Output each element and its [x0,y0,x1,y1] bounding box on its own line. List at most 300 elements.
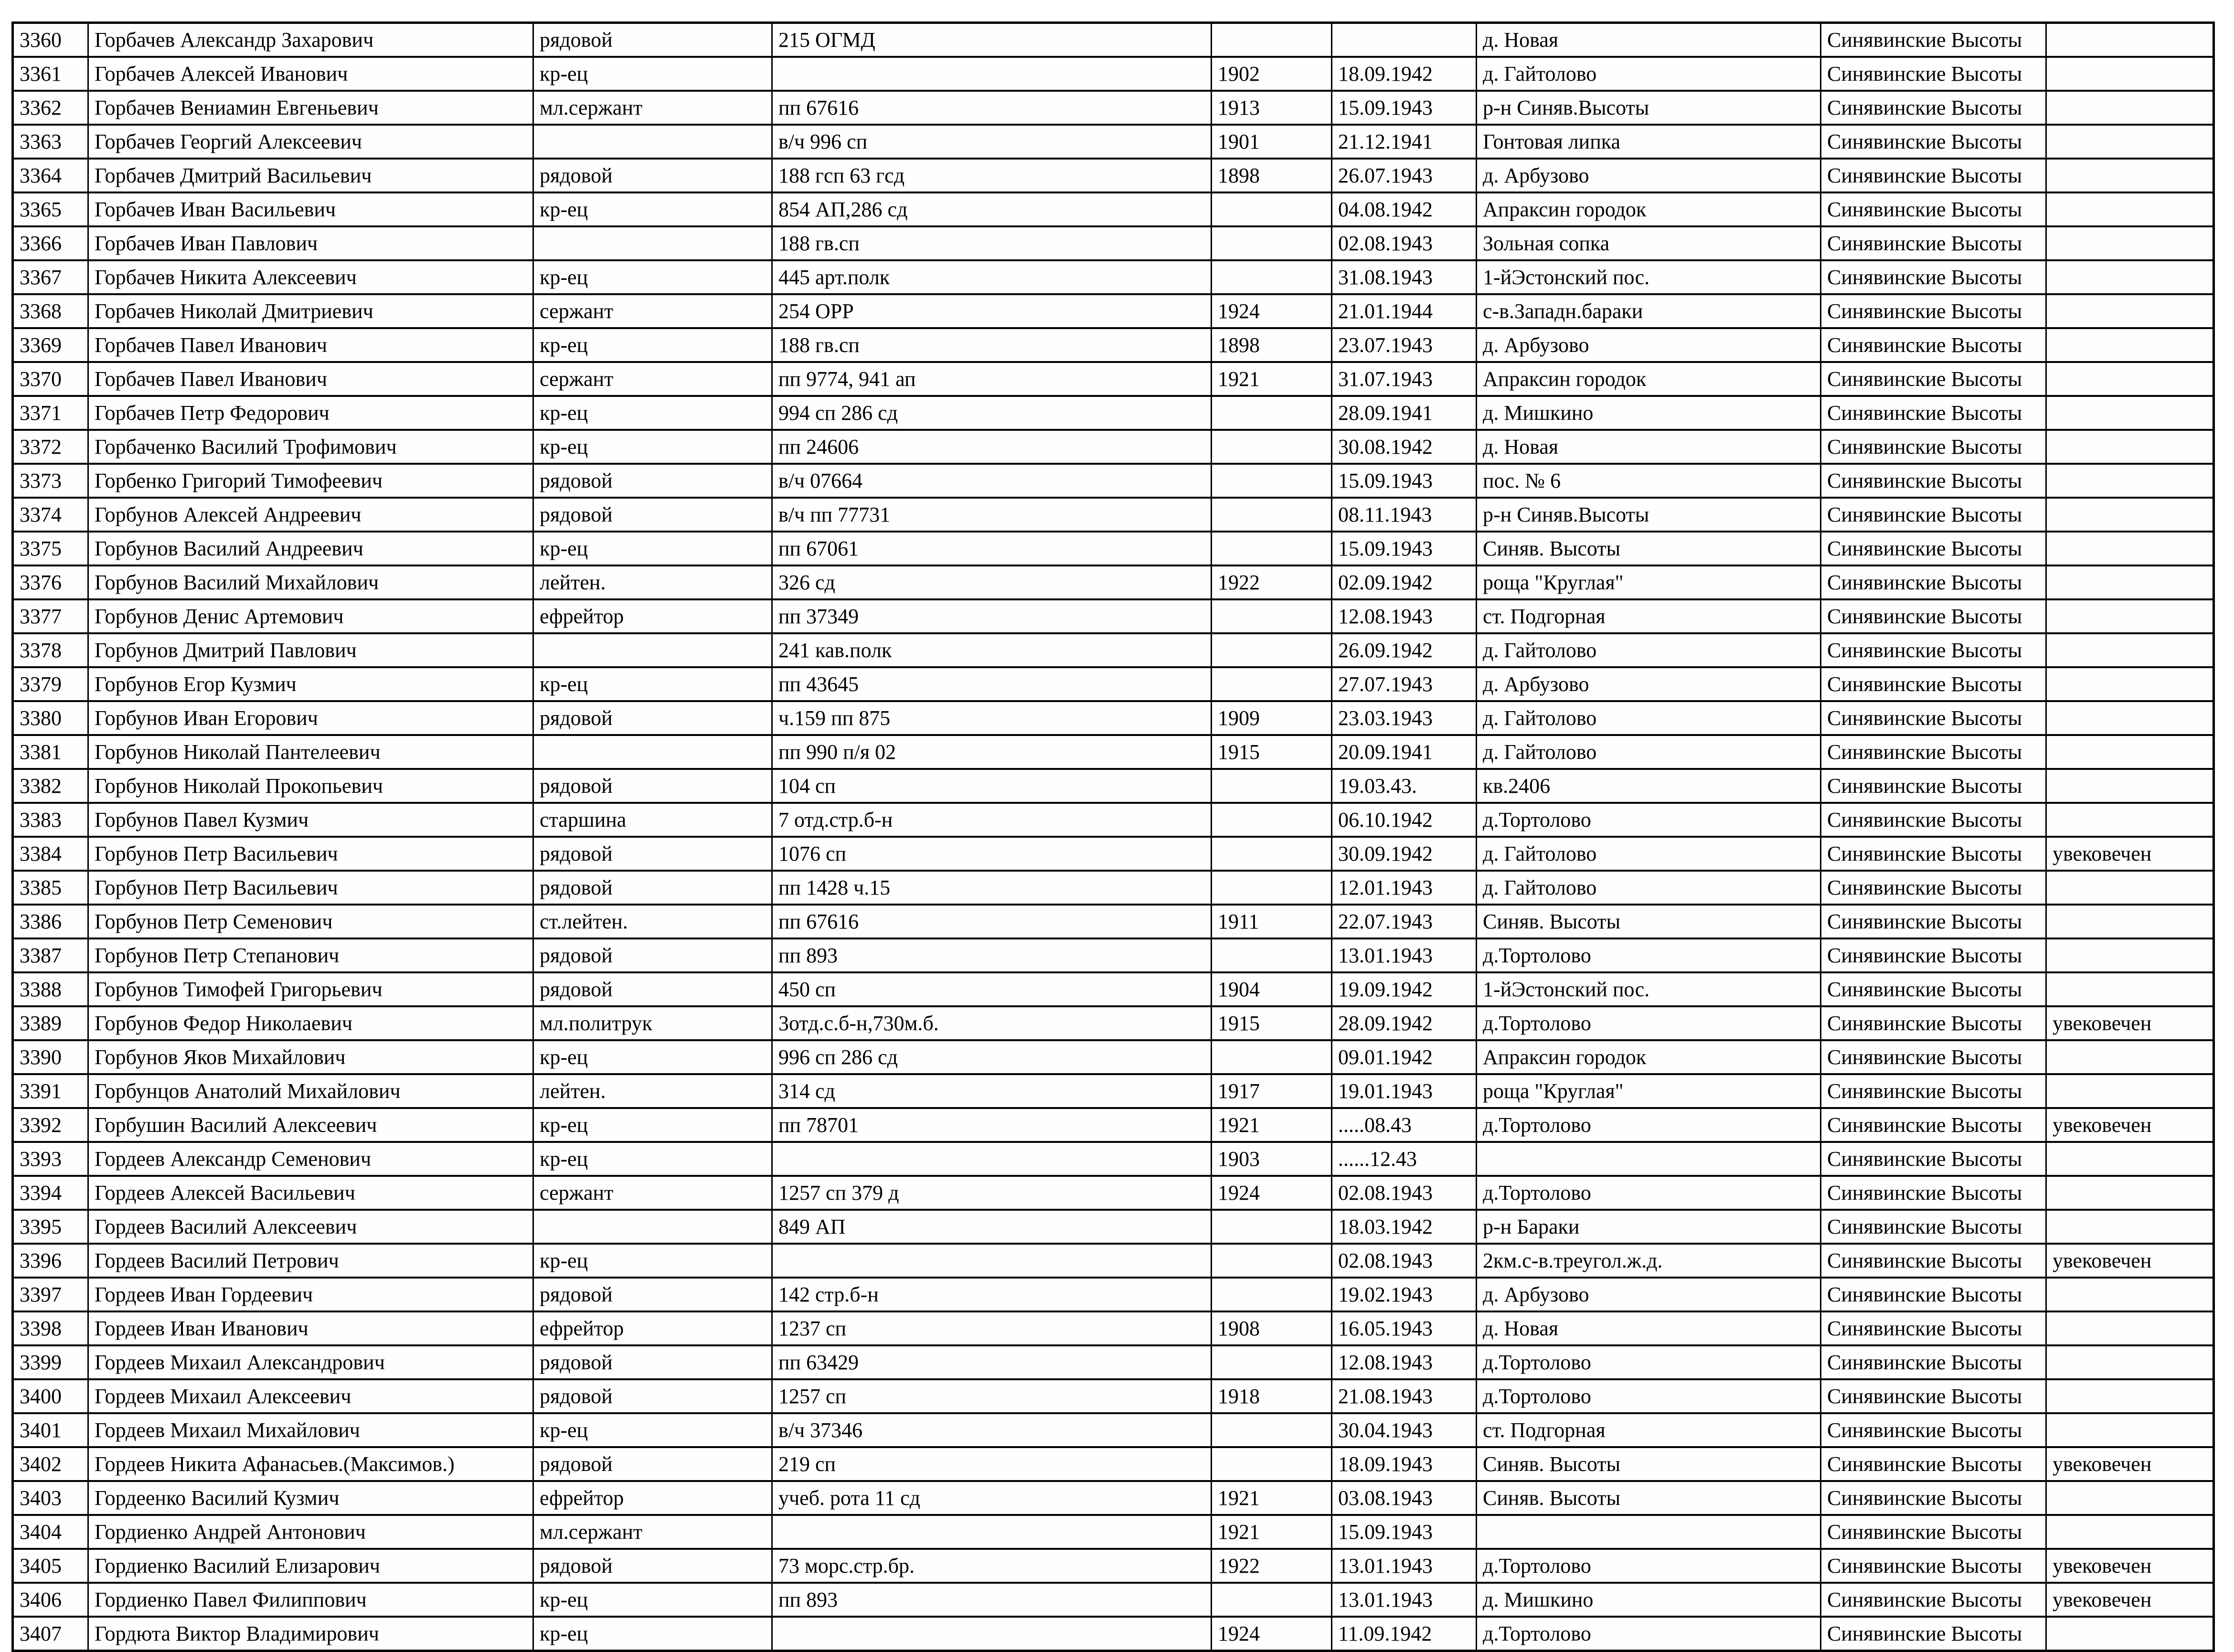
cell-note [2046,226,2214,260]
cell-death_date: 12.08.1943 [1332,599,1477,633]
cell-name: Гордеев Иван Гордеевич [88,1278,533,1311]
cell-unit: пп 9774, 941 ап [772,362,1212,396]
cell-number: 3396 [13,1244,88,1278]
cell-memorial: Синявинские Высоты [1821,667,2046,701]
cell-name: Горбачев Иван Васильевич [88,192,533,226]
cell-unit: пп 78701 [772,1108,1212,1142]
cell-number: 3377 [13,599,88,633]
cell-name: Гордиенко Андрей Антонович [88,1515,533,1549]
cell-number: 3381 [13,735,88,769]
cell-name: Гордеев Александр Семенович [88,1142,533,1176]
cell-memorial: Синявинские Высоты [1821,260,2046,294]
cell-note [2046,972,2214,1006]
cell-name: Горбунов Николай Прокопьевич [88,769,533,803]
cell-death_date: 18.03.1942 [1332,1210,1477,1244]
cell-rank: кр-ец [533,328,772,362]
cell-death_date: 28.09.1942 [1332,1006,1477,1040]
cell-number: 3379 [13,667,88,701]
cell-number: 3373 [13,464,88,498]
cell-rank: старшина [533,803,772,837]
cell-memorial: Синявинские Высоты [1821,1379,2046,1413]
cell-birth_year: 1901 [1212,125,1332,159]
cell-birth_year [1212,633,1332,667]
cell-number: 3361 [13,57,88,91]
table-row [13,260,2214,294]
cell-unit [772,1244,1212,1278]
cell-birth_year: 1922 [1212,1549,1332,1583]
table-row [13,633,2214,667]
cell-death_date: 18.09.1943 [1332,1447,1477,1481]
cell-death_date: 30.08.1942 [1332,430,1477,464]
cell-death_place: 1-йЭстонский пос. [1477,260,1821,294]
cell-birth_year: 1911 [1212,905,1332,938]
cell-rank: рядовой [533,1379,772,1413]
cell-unit: в/ч пп 77731 [772,498,1212,532]
table-row [13,396,2214,430]
cell-death_place: д.Тортолово [1477,1006,1821,1040]
cell-memorial: Синявинские Высоты [1821,871,2046,905]
cell-birth_year: 1898 [1212,159,1332,192]
cell-unit: пп 37349 [772,599,1212,633]
cell-note [2046,735,2214,769]
table-row [13,1040,2214,1074]
cell-name: Гордеев Михаил Александрович [88,1345,533,1379]
cell-death_date: 12.01.1943 [1332,871,1477,905]
cell-memorial: Синявинские Высоты [1821,1176,2046,1210]
cell-death_date: 27.07.1943 [1332,667,1477,701]
cell-number: 3362 [13,91,88,125]
cell-rank [533,226,772,260]
table-row [13,1617,2214,1651]
cell-note [2046,667,2214,701]
cell-death_place: д.Тортолово [1477,1176,1821,1210]
cell-number: 3363 [13,125,88,159]
cell-number: 3382 [13,769,88,803]
cell-name: Горбунов Иван Егорович [88,701,533,735]
cell-death_date: .....08.43 [1332,1108,1477,1142]
table-row [13,1481,2214,1515]
cell-death_date: 19.02.1943 [1332,1278,1477,1311]
cell-name: Гордеев Василий Петрович [88,1244,533,1278]
cell-rank: рядовой [533,871,772,905]
cell-name: Гордеев Василий Алексеевич [88,1210,533,1244]
cell-unit [772,1617,1212,1651]
cell-number: 3376 [13,565,88,599]
cell-rank [533,633,772,667]
cell-unit: 142 стр.б-н [772,1278,1212,1311]
cell-name: Горбунов Алексей Андреевич [88,498,533,532]
table-row [13,803,2214,837]
cell-unit: 314 сд [772,1074,1212,1108]
cell-unit: 188 гв.сп [772,226,1212,260]
cell-memorial: Синявинские Высоты [1821,565,2046,599]
cell-number: 3364 [13,159,88,192]
cell-birth_year [1212,396,1332,430]
cell-number: 3405 [13,1549,88,1583]
cell-birth_year: 1918 [1212,1379,1332,1413]
cell-unit: 1257 сп [772,1379,1212,1413]
table-row [13,1413,2214,1447]
table-row [13,667,2214,701]
cell-rank: сержант [533,294,772,328]
cell-birth_year: 1904 [1212,972,1332,1006]
cell-note [2046,192,2214,226]
cell-unit [772,57,1212,91]
table-row [13,1278,2214,1311]
table-row [13,1142,2214,1176]
cell-note [2046,396,2214,430]
cell-note [2046,159,2214,192]
cell-memorial: Синявинские Высоты [1821,464,2046,498]
cell-birth_year: 1921 [1212,1108,1332,1142]
cell-birth_year [1212,260,1332,294]
cell-birth_year: 1917 [1212,1074,1332,1108]
cell-unit: пп 67616 [772,905,1212,938]
cell-memorial: Синявинские Высоты [1821,362,2046,396]
cell-rank: кр-ец [533,667,772,701]
cell-rank [533,125,772,159]
cell-memorial: Синявинские Высоты [1821,972,2046,1006]
cell-death_place [1477,1515,1821,1549]
cell-death_place: 1-йЭстонский пос. [1477,972,1821,1006]
cell-birth_year [1212,837,1332,871]
cell-unit: в/ч 996 сп [772,125,1212,159]
cell-death_date: 31.08.1943 [1332,260,1477,294]
cell-rank: рядовой [533,1345,772,1379]
table-row [13,972,2214,1006]
table-row [13,464,2214,498]
cell-death_place: д. Гайтолово [1477,633,1821,667]
cell-note [2046,633,2214,667]
cell-name: Горбунов Василий Михайлович [88,565,533,599]
cell-name: Горбенко Григорий Тимофеевич [88,464,533,498]
cell-note [2046,260,2214,294]
cell-rank: ефрейтор [533,1481,772,1515]
cell-birth_year [1212,430,1332,464]
cell-death_place: ст. Подгорная [1477,599,1821,633]
cell-number: 3406 [13,1583,88,1617]
cell-death_place: кв.2406 [1477,769,1821,803]
cell-death_date: 28.09.1941 [1332,396,1477,430]
cell-note [2046,1515,2214,1549]
cell-memorial: Синявинские Высоты [1821,905,2046,938]
cell-unit: 254 ОРР [772,294,1212,328]
cell-name: Гордеев Алексей Васильевич [88,1176,533,1210]
table-row [13,769,2214,803]
cell-birth_year [1212,226,1332,260]
cell-name: Горбунов Петр Степанович [88,938,533,972]
cell-name: Горбачев Вениамин Евгеньевич [88,91,533,125]
cell-name: Горбаченко Василий Трофимович [88,430,533,464]
cell-name: Горбачев Николай Дмитриевич [88,294,533,328]
cell-rank: лейтен. [533,565,772,599]
cell-unit: 994 сп 286 сд [772,396,1212,430]
cell-birth_year [1212,1210,1332,1244]
cell-note [2046,125,2214,159]
cell-birth_year: 1921 [1212,362,1332,396]
cell-number: 3400 [13,1379,88,1413]
cell-death_place: д. Новая [1477,1311,1821,1345]
cell-memorial: Синявинские Высоты [1821,328,2046,362]
cell-unit: 445 арт.полк [772,260,1212,294]
cell-birth_year: 1913 [1212,91,1332,125]
cell-death_date: 30.09.1942 [1332,837,1477,871]
cell-name: Гордеенко Василий Кузмич [88,1481,533,1515]
cell-unit: 1237 сп [772,1311,1212,1345]
cell-death_place: д.Тортолово [1477,1549,1821,1583]
cell-birth_year: 1909 [1212,701,1332,735]
cell-memorial: Синявинские Высоты [1821,1515,2046,1549]
cell-unit: 73 морс.стр.бр. [772,1549,1212,1583]
cell-death_place: Гонтовая липка [1477,125,1821,159]
cell-name: Горбачев Павел Иванович [88,328,533,362]
table-row [13,1515,2214,1549]
cell-note: увековечен [2046,1244,2214,1278]
cell-number: 3401 [13,1413,88,1447]
cell-unit: учеб. рота 11 сд [772,1481,1212,1515]
cell-birth_year [1212,498,1332,532]
cell-name: Горбунов Федор Николаевич [88,1006,533,1040]
cell-death_date: 20.09.1941 [1332,735,1477,769]
cell-note [2046,464,2214,498]
table-row [13,192,2214,226]
cell-number: 3360 [13,23,88,57]
cell-memorial: Синявинские Высоты [1821,125,2046,159]
cell-memorial: Синявинские Высоты [1821,735,2046,769]
cell-death_date: 30.04.1943 [1332,1413,1477,1447]
cell-note [2046,91,2214,125]
cell-name: Гордеев Михаил Алексеевич [88,1379,533,1413]
table-row [13,328,2214,362]
table-row [13,599,2214,633]
cell-death_date: 26.07.1943 [1332,159,1477,192]
cell-birth_year [1212,938,1332,972]
cell-note [2046,23,2214,57]
cell-name: Горбунов Василий Андреевич [88,532,533,565]
cell-death_place: д.Тортолово [1477,1108,1821,1142]
cell-memorial: Синявинские Высоты [1821,837,2046,871]
cell-rank: кр-ец [533,1617,772,1651]
cell-note [2046,1413,2214,1447]
cell-death_date: 21.08.1943 [1332,1379,1477,1413]
cell-birth_year: 1903 [1212,1142,1332,1176]
cell-rank: рядовой [533,159,772,192]
cell-birth_year [1212,803,1332,837]
cell-rank: мл.сержант [533,91,772,125]
cell-note [2046,1142,2214,1176]
cell-death_place: д.Тортолово [1477,1345,1821,1379]
cell-death_date: 31.07.1943 [1332,362,1477,396]
cell-death_place: роща "Круглая" [1477,565,1821,599]
cell-death_date: 23.03.1943 [1332,701,1477,735]
cell-note [2046,938,2214,972]
cell-unit: 188 гв.сп [772,328,1212,362]
cell-death_date: ......12.43 [1332,1142,1477,1176]
cell-rank: ефрейтор [533,1311,772,1345]
cell-number: 3392 [13,1108,88,1142]
cell-unit: 188 гсп 63 гсд [772,159,1212,192]
cell-death_place: д. Новая [1477,23,1821,57]
cell-rank: кр-ец [533,1583,772,1617]
cell-death_place: Синяв. Высоты [1477,532,1821,565]
cell-unit: 326 сд [772,565,1212,599]
cell-number: 3402 [13,1447,88,1481]
cell-memorial: Синявинские Высоты [1821,769,2046,803]
cell-rank: мл.политрук [533,1006,772,1040]
cell-birth_year [1212,667,1332,701]
cell-birth_year: 1898 [1212,328,1332,362]
table-row [13,735,2214,769]
cell-unit: 996 сп 286 сд [772,1040,1212,1074]
cell-unit: 215 ОГМД [772,23,1212,57]
cell-memorial: Синявинские Высоты [1821,803,2046,837]
cell-rank: рядовой [533,938,772,972]
cell-name: Горбунов Петр Семенович [88,905,533,938]
cell-unit: 104 сп [772,769,1212,803]
table-row [13,1447,2214,1481]
cell-rank: кр-ец [533,192,772,226]
cell-number: 3370 [13,362,88,396]
cell-death_date: 02.08.1943 [1332,1176,1477,1210]
cell-rank: кр-ец [533,396,772,430]
cell-memorial: Синявинские Высоты [1821,1617,2046,1651]
cell-memorial: Синявинские Высоты [1821,430,2046,464]
cell-memorial: Синявинские Высоты [1821,294,2046,328]
cell-death_place: ст. Подгорная [1477,1413,1821,1447]
cell-number: 3366 [13,226,88,260]
cell-name: Гордеев Никита Афанасьев.(Максимов.) [88,1447,533,1481]
cell-birth_year [1212,1447,1332,1481]
cell-number: 3383 [13,803,88,837]
cell-note [2046,1345,2214,1379]
cell-death_place [1477,1142,1821,1176]
cell-unit [772,1515,1212,1549]
cell-number: 3395 [13,1210,88,1244]
table-row [13,905,2214,938]
cell-note: увековечен [2046,1108,2214,1142]
cell-unit: в/ч 37346 [772,1413,1212,1447]
cell-death_date: 15.09.1943 [1332,91,1477,125]
cell-note [2046,498,2214,532]
cell-rank: кр-ец [533,1413,772,1447]
cell-death_place: д. Гайтолово [1477,735,1821,769]
cell-note [2046,871,2214,905]
cell-memorial: Синявинские Высоты [1821,1108,2046,1142]
cell-note [2046,1278,2214,1311]
cell-name: Горбунов Денис Артемович [88,599,533,633]
cell-rank: кр-ец [533,1142,772,1176]
cell-name: Горбачев Георгий Алексеевич [88,125,533,159]
cell-number: 3403 [13,1481,88,1515]
cell-number: 3384 [13,837,88,871]
cell-unit: пп 990 п/я 02 [772,735,1212,769]
cell-memorial: Синявинские Высоты [1821,1006,2046,1040]
cell-memorial: Синявинские Высоты [1821,633,2046,667]
cell-death_date: 13.01.1943 [1332,1549,1477,1583]
cell-name: Горбунов Петр Васильевич [88,871,533,905]
cell-unit: в/ч 07664 [772,464,1212,498]
cell-number: 3390 [13,1040,88,1074]
cell-note [2046,430,2214,464]
cell-number: 3398 [13,1311,88,1345]
cell-rank: ст.лейтен. [533,905,772,938]
table-row [13,701,2214,735]
cell-unit: пп 893 [772,1583,1212,1617]
cell-death_place: р-н Синяв.Высоты [1477,498,1821,532]
cell-name: Горбунов Петр Васильевич [88,837,533,871]
cell-note [2046,1311,2214,1345]
cell-memorial: Синявинские Высоты [1821,1142,2046,1176]
cell-death_place: д. Мишкино [1477,1583,1821,1617]
table-row [13,1074,2214,1108]
cell-birth_year: 1924 [1212,1176,1332,1210]
cell-note [2046,1040,2214,1074]
cell-memorial: Синявинские Высоты [1821,57,2046,91]
cell-death_date: 04.08.1942 [1332,192,1477,226]
cell-note [2046,294,2214,328]
cell-death_place: д. Гайтолово [1477,871,1821,905]
cell-birth_year: 1915 [1212,735,1332,769]
cell-birth_year [1212,769,1332,803]
cell-name: Гордиенко Василий Елизарович [88,1549,533,1583]
cell-note [2046,1481,2214,1515]
cell-death_place: д. Новая [1477,430,1821,464]
table-row [13,1006,2214,1040]
table-row [13,1176,2214,1210]
cell-number: 3375 [13,532,88,565]
cell-memorial: Синявинские Высоты [1821,192,2046,226]
cell-number: 3378 [13,633,88,667]
cell-rank: рядовой [533,23,772,57]
cell-number: 3385 [13,871,88,905]
cell-birth_year [1212,871,1332,905]
cell-memorial: Синявинские Высоты [1821,599,2046,633]
cell-rank: рядовой [533,701,772,735]
cell-name: Горбачев Дмитрий Васильевич [88,159,533,192]
cell-name: Горбачев Алексей Иванович [88,57,533,91]
cell-number: 3380 [13,701,88,735]
cell-unit: 241 кав.полк [772,633,1212,667]
cell-death_date: 15.09.1943 [1332,464,1477,498]
cell-number: 3389 [13,1006,88,1040]
table-row [13,1549,2214,1583]
cell-rank: лейтен. [533,1074,772,1108]
cell-memorial: Синявинские Высоты [1821,938,2046,972]
cell-note [2046,701,2214,735]
table-row [13,1583,2214,1617]
cell-note: увековечен [2046,1583,2214,1617]
cell-name: Горбачев Иван Павлович [88,226,533,260]
cell-rank: мл.сержант [533,1515,772,1549]
cell-birth_year [1212,23,1332,57]
table-row [13,1379,2214,1413]
table-row [13,1244,2214,1278]
casualty-roster-table [11,21,2215,1652]
cell-note [2046,769,2214,803]
cell-death_place: д.Тортолово [1477,803,1821,837]
cell-name: Гордюта Виктор Владимирович [88,1617,533,1651]
cell-death_place: д. Арбузово [1477,1278,1821,1311]
cell-death_place: р-н Бараки [1477,1210,1821,1244]
cell-number: 3388 [13,972,88,1006]
cell-memorial: Синявинские Высоты [1821,532,2046,565]
cell-death_place: д. Арбузово [1477,159,1821,192]
cell-name: Горбушин Василий Алексеевич [88,1108,533,1142]
cell-name: Горбунов Егор Кузмич [88,667,533,701]
cell-number: 3394 [13,1176,88,1210]
table-row [13,91,2214,125]
cell-death_date: 18.09.1942 [1332,57,1477,91]
